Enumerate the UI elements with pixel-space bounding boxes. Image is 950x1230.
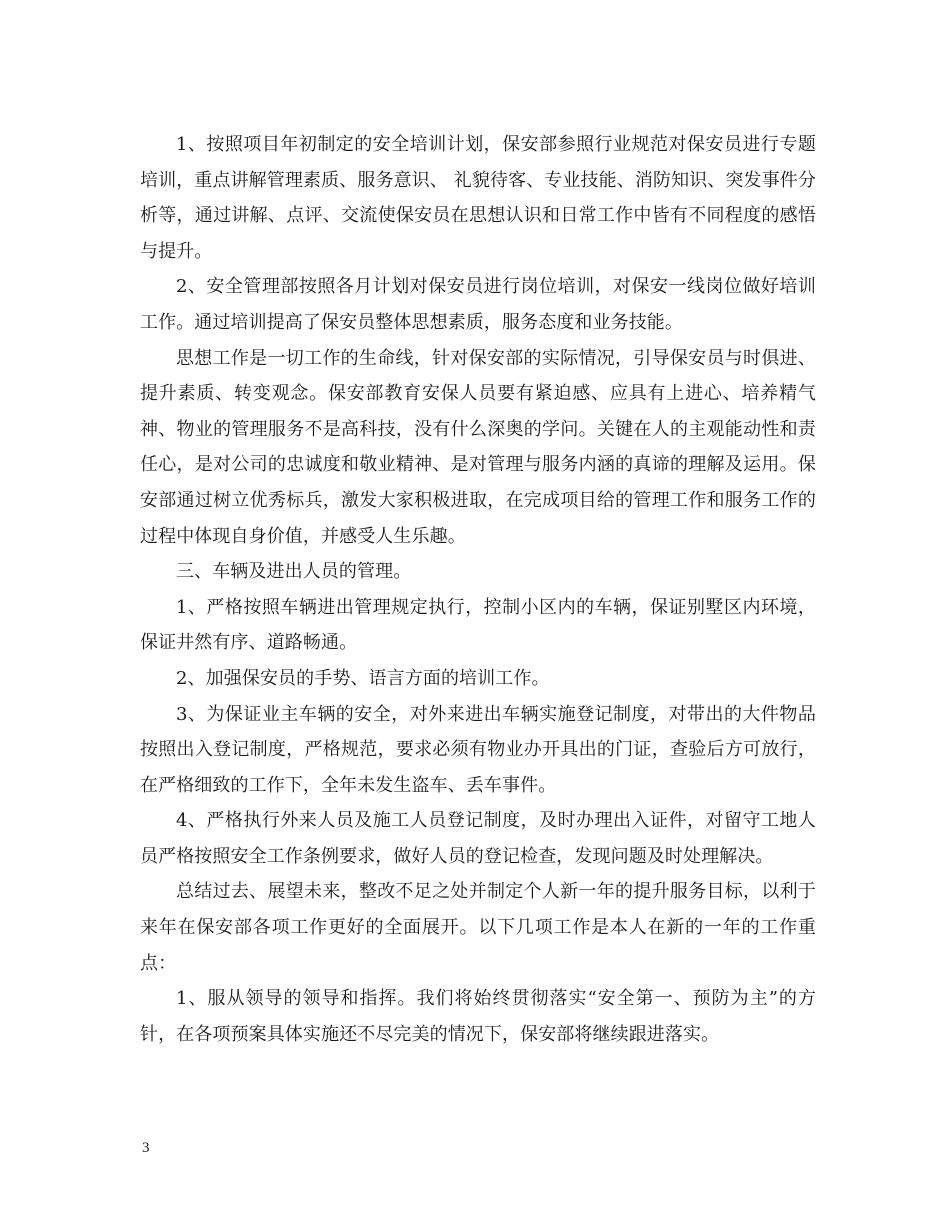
- document-body: [140, 127, 816, 1052]
- paragraph-training-plan: 1、按照项目年初制定的安全培训计划，保安部参照行业规范对保安员进行专题培训，重点讲解管理素质、服务意识、 礼貌待客、专业技能、消防知识、突发事件分析等，通过讲解、点评、交流使保安员在思想认识和日常工作中皆有不同程度的感悟与提升。: [140, 134, 816, 262]
- paragraph-ideological-work: 思想工作是一切工作的生命线，针对保安部的实际情况，引导保安员与时俱进、提升素质、转变观念。保安部教育安保人员要有紧迫感、应具有上进心、培养精气神、物业的管理服务不是高科技，没有什么深奥的学问。关键在人的主观能动性和责任心，是对公司的忠诚度和敬业精神、是对管理与服务内涵的真谛的理解及运用。保安部通过树立优秀标兵，激发大家积极进取，在完成项目给的管理工作和服务工作的过程中体现自身价值，并感受人生乐趣。: [140, 347, 816, 547]
- paragraph-vehicle-rules: 1、严格按照车辆进出管理规定执行，控制小区内的车辆，保证别墅区内环境，保证井然有序、道路畅通。: [140, 596, 816, 654]
- paragraph-post-training: 2、安全管理部按照各月计划对保安员进行岗位培训，对保安一线岗位做好培训工作。通过培训提高了保安员整体思想素质，服务态度和业务技能。: [140, 276, 816, 333]
- paragraph-vehicle-registration: 3、为保证业主车辆的安全，对外来进出车辆实施登记制度，对带出的大件物品按照出入登记制度，严格规范，要求必须有物业办开具出的门证，查验后方可放行，在严格细致的工作下，全年未发生盗车、丢车事件。: [140, 703, 816, 796]
- page-number: 3: [142, 1140, 150, 1156]
- paragraph-summary: 总结过去、展望未来，整改不足之处并制定个人新一年的提升服务目标，以利于来年在保安部各项工作更好的全面展开。以下几项工作是本人在新的一年的工作重点：: [140, 881, 816, 974]
- paragraph-gesture-training: 2、加强保安员的手势、语言方面的培训工作。: [176, 667, 550, 689]
- section-heading-vehicles: 三、车辆及进出人员的管理。: [176, 561, 412, 583]
- paragraph-obey-leadership: 1、服从领导的领导和指挥。我们将始终贯彻落实“安全第一、预防为主”的方针，在各项预案具体实施还不尽完美的情况下，保安部将继续跟进落实。: [140, 988, 816, 1045]
- paragraph-visitor-registration: 4、严格执行外来人员及施工人员登记制度，及时办理出入证件，对留守工地人员严格按照安全工作条例要求，做好人员的登记检查，发现问题及时处理解决。: [140, 810, 816, 867]
